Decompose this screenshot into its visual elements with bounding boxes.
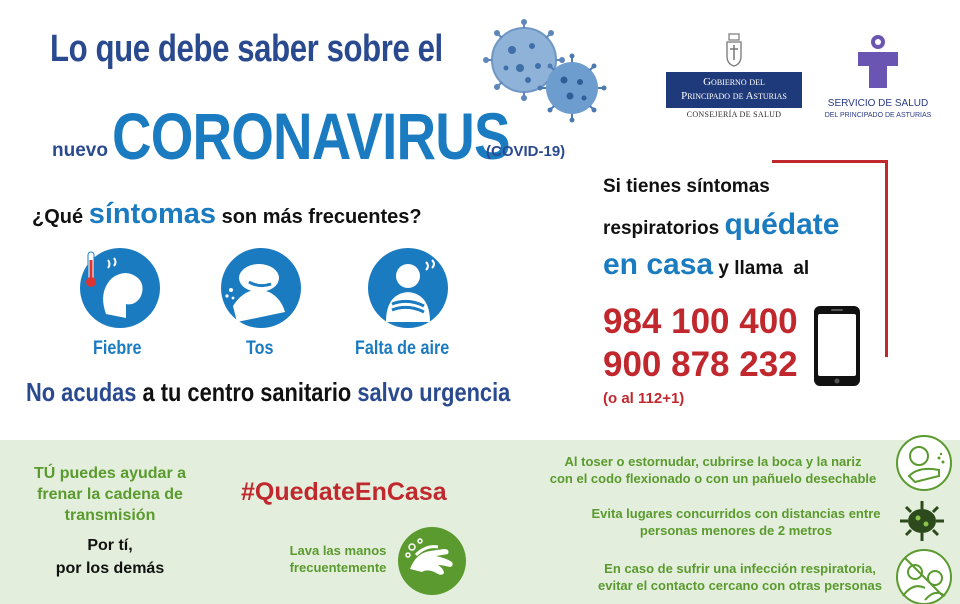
contact-line3-highlight: en casa — [603, 248, 714, 281]
consejeria-label: CONSEJERÍA DE SALUD — [686, 110, 782, 119]
hashtag[interactable]: #QuedateEnCasa — [241, 478, 447, 506]
tip1-line1: Al toser o estornudar, cubrirse la boca y la nariz — [564, 454, 862, 469]
page-title: Lo que debe saber sobre el — [50, 28, 443, 70]
tip2-line2: personas menores de 2 metros — [639, 523, 833, 538]
hand-washing-icon — [396, 525, 468, 597]
cross-figure-icon — [852, 34, 904, 90]
covid-label: (COVID-19) — [486, 143, 566, 160]
tip-avoid-contact — [590, 560, 890, 594]
virus-illustration-icon — [472, 18, 612, 128]
tip2-line1: Evita lugares concurridos con distancias entre — [591, 506, 881, 521]
question-pre: ¿Qué — [32, 206, 84, 228]
red-divider-top — [772, 160, 888, 163]
servicio-line2: DEL PRINCIPADO DE ASTURIAS — [824, 112, 932, 119]
warning-part2: a tu centro sanitario — [142, 377, 352, 407]
contact-line1: Si tienes síntomas — [603, 176, 770, 197]
phone-number-2[interactable]: 900 878 232 — [603, 345, 798, 384]
coronavirus-title: CORONAVIRUS — [112, 99, 510, 173]
phone-number-1[interactable]: 984 100 400 — [603, 302, 798, 341]
wash-line2: frecuentemente — [289, 560, 387, 575]
tip-cover-cough — [538, 453, 888, 487]
sneeze-elbow-icon — [895, 434, 953, 492]
servicio-line1: SERVICIO DE SALUD — [827, 98, 929, 109]
tip3-line1: En caso de sufrir una infección respiratoria, — [604, 561, 876, 576]
contact-line3 — [603, 248, 809, 282]
warning-message — [26, 377, 510, 408]
question-highlight: síntomas — [88, 198, 217, 230]
avoid-contact-icon — [895, 548, 953, 604]
coat-of-arms-icon — [724, 32, 744, 70]
contact-line2-pre: respiratorios — [603, 218, 720, 239]
cough-icon — [219, 246, 303, 330]
contact-line2 — [603, 208, 839, 242]
tip1-line2: con el codo flexionado o con un pañuelo desechable — [549, 471, 877, 486]
fever-icon — [78, 246, 162, 330]
wash-line1: Lava las manos — [289, 543, 387, 558]
tip-avoid-crowds — [581, 505, 891, 539]
contact-line3-post: y llama al — [718, 258, 810, 279]
symptoms-question — [32, 198, 422, 231]
help-message — [10, 463, 210, 526]
mobile-phone-icon — [812, 304, 862, 388]
shortness-of-breath-icon — [366, 246, 450, 330]
help-line2: frenar la cadena de — [37, 486, 183, 503]
tip3-line2: evitar el contacto cercano con otras personas — [598, 578, 882, 593]
help-line3: transmisión — [64, 507, 156, 524]
gobierno-line2: Principado de Asturias — [681, 90, 787, 102]
gobierno-asturias-logo — [666, 32, 802, 122]
symptom-fever-label: Fiebre — [93, 338, 142, 359]
for-line2: por los demás — [55, 560, 165, 577]
contact-line2-highlight: quédate — [724, 208, 840, 241]
gobierno-name — [666, 72, 802, 108]
nuevo-label: nuevo — [52, 140, 108, 161]
virus-icon — [896, 497, 948, 545]
wash-hands-text — [282, 542, 394, 576]
question-post: son más frecuentes? — [221, 206, 422, 228]
symptom-cough-label: Tos — [246, 338, 274, 359]
for-others-message — [10, 534, 210, 580]
warning-part1: No acudas — [26, 377, 137, 407]
servicio-salud-logo — [822, 34, 934, 124]
red-divider-right — [885, 160, 888, 357]
for-line1: Por tí, — [87, 537, 133, 554]
emergency-alt-number[interactable]: (o al 112+1) — [603, 390, 685, 407]
warning-part3: salvo urgencia — [357, 377, 511, 407]
symptom-breath-label: Falta de aire — [355, 338, 450, 359]
gobierno-line1: Gobierno del — [703, 76, 765, 88]
help-line1: TÚ puedes ayudar a — [33, 465, 187, 482]
